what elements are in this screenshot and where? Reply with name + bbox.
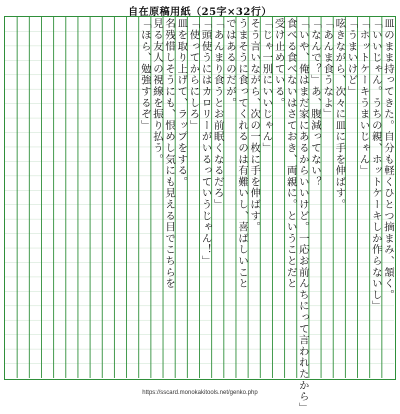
manuscript-line: 「ほら、勉強するぞ」 (138, 18, 151, 131)
manuscript-line: 名残惜しそうにも、恨めし気にも見える目でこちらを (163, 18, 176, 290)
manuscript-line: うまそうに食ってくれるのは有難いし、喜ばしいこと (236, 18, 249, 290)
page-title: 自在原稿用紙（25字×32行） (128, 7, 272, 18)
manuscript-line: 「じゃ一別にいいじゃん」 (260, 18, 273, 154)
manuscript-line: 食べる食べないはさておき、両親に。ということだと (284, 18, 297, 290)
manuscript-line: 「いいじゃん。うちの親、ホットケーキしか作らないし」 (369, 18, 382, 312)
manuscript-line: 「頭使うにはカロリーがいるっていうじゃん！」 (199, 18, 212, 267)
manuscript-line: 「あんまり食うとお前眠くなるだろ」 (211, 18, 224, 211)
manuscript-line: そう言いながら、次の一枚に手を伸ばす。 (248, 18, 261, 233)
manuscript-line: 皿のまま持ってきた。自分も軽くひとつ摘まみ、頷く。 (381, 18, 394, 301)
manuscript-line: 「使ってからにしろ」 (187, 18, 200, 131)
manuscript-line: 見る友人の視線を振り払う。 (150, 18, 163, 165)
manuscript-line: ではあるのだが。 (223, 18, 236, 109)
manuscript-line: 「うまいけど」 (345, 18, 358, 98)
footer-url: https://sscard.monokakitools.net/genko.php (142, 390, 258, 396)
manuscript-line: 「いや、俺はまだ家にあるからいいけど。一応お前んちにって言われたから」 (296, 18, 309, 414)
manuscript-line: 「あんま食うなよ」 (321, 18, 334, 120)
manuscript-line: 「なんで？」あ、腹減ってない？ (308, 18, 321, 188)
manuscript-line: 呟きながら、次々に皿に手を伸ばす。 (333, 18, 346, 211)
manuscript-line: 受け止めている。 (272, 18, 285, 109)
manuscript-line: 皿を取り上げて、ラップをする。 (175, 18, 188, 188)
manuscript-line: 「ホットケーキうまいじゃん」 (357, 18, 370, 177)
